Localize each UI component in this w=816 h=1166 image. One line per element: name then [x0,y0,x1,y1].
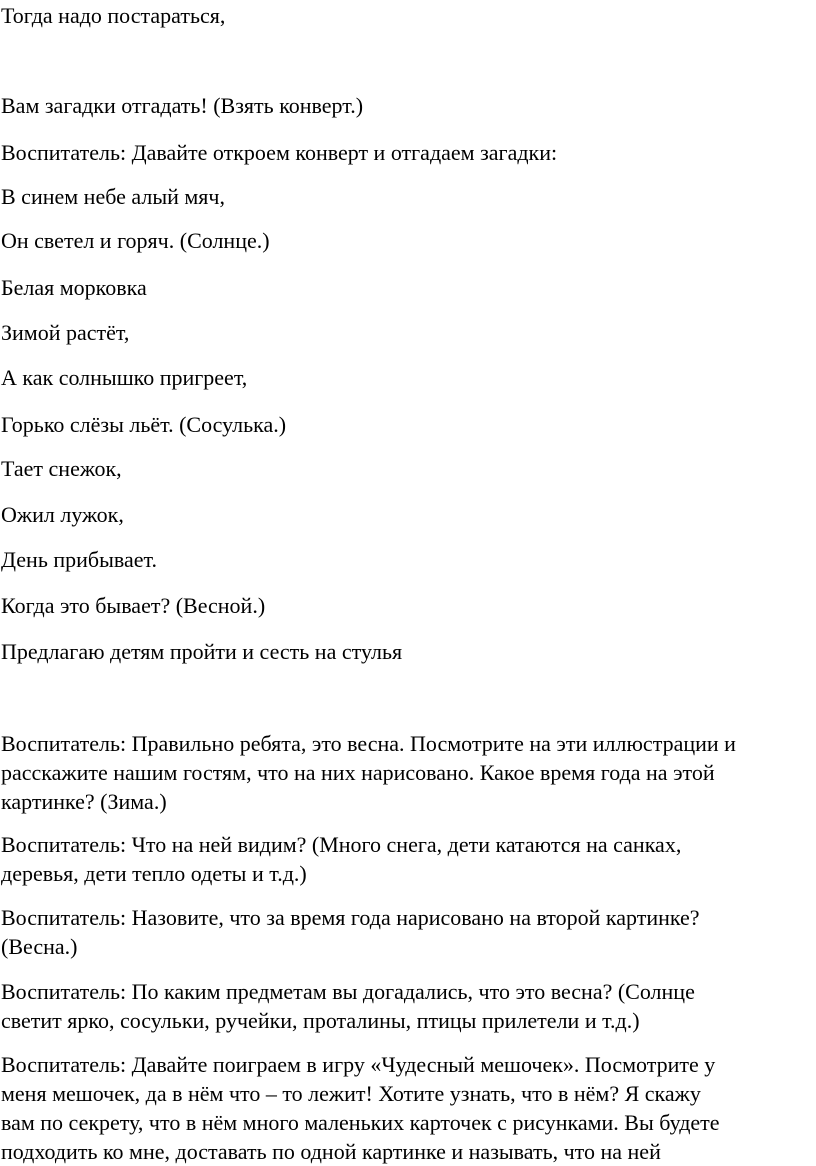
text-line: В синем небе алый мяч, [1,184,225,209]
text-line: Зимой растёт, [1,320,130,345]
paragraph-line: светит ярко, сосульки, ручейки, проталины, птицы прилетели и т.д.) [1,1008,640,1033]
text-line: Горько слёзы льёт. (Сосулька.) [1,412,287,437]
paragraph [1,1050,816,1166]
paragraph [1,903,816,961]
text-line: Белая морковка [1,275,147,300]
paragraph-line: Воспитатель: Правильно ребята, это весна. Посмотрите на эти иллюстрации и [1,731,736,756]
paragraph-line: (Весна.) [1,934,78,959]
paragraph-line: Воспитатель: По каким предметам вы догадались, что это весна? (Солнце [1,979,695,1004]
paragraph [1,977,816,1035]
paragraph-line: Воспитатель: Что на ней видим? (Много снега, дети катаются на санках, [1,832,682,857]
paragraph-line: подходить ко мне, доставать по одной картинке и называть, что на ней [1,1139,661,1164]
text-line: Тает снежок, [1,456,122,481]
paragraph-line: Воспитатель: Давайте поиграем в игру «Чудесный мешочек». Посмотрите у [1,1052,716,1077]
text-line: Вам загадки отгадать! (Взять конверт.) [1,93,364,118]
text-line: День прибывает. [1,547,157,572]
paragraph-line: картинке? (Зима.) [1,789,167,814]
paragraph-line: вам по секрету, что в нём много маленьких карточек с рисунками. Вы будете [1,1110,720,1135]
text-line: А как солнышко пригреет, [1,365,248,390]
paragraph-line: меня мешочек, да в нём что – то лежит! Хотите узнать, что в нём? Я скажу [1,1081,701,1106]
text-line: Тогда надо постараться, [1,3,226,28]
paragraph-line: деревья, дети тепло одеты и т.д.) [1,861,307,886]
paragraph [1,729,816,816]
text-line: Он светел и горяч. (Солнце.) [1,228,270,253]
text-line: Ожил лужок, [1,502,124,527]
text-line: Когда это бывает? (Весной.) [1,593,266,618]
text-line: Предлагаю детям пройти и сесть на стулья [1,639,403,664]
paragraph-line: Воспитатель: Назовите, что за время года нарисовано на второй картинке? [1,905,700,930]
paragraph [1,830,816,888]
text-line: Воспитатель: Давайте откроем конверт и отгадаем загадки: [1,140,558,165]
paragraph-line: расскажите нашим гостям, что на них нарисовано. Какое время года на этой [1,760,715,785]
